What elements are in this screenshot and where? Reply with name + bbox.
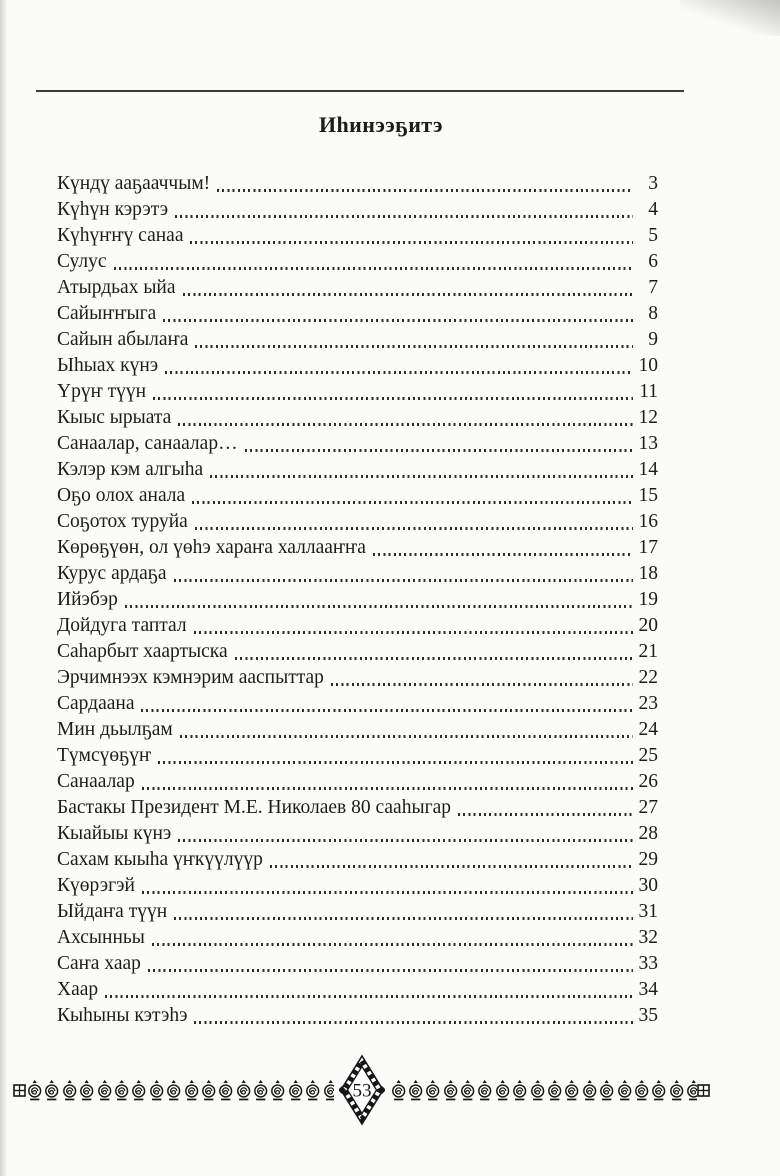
dot-leader [142, 891, 633, 894]
scroll-ornament-icon [511, 1078, 528, 1102]
page-number: 53 [352, 1080, 371, 1102]
dot-leader [210, 475, 633, 478]
dot-leader [235, 657, 633, 660]
toc-entry-label: Сахам кыыһа үҥкүүлүүр [57, 849, 263, 870]
toc-entry [57, 820, 658, 846]
toc-entry-page: 35 [638, 1005, 658, 1026]
scroll-ornament-icon [26, 1078, 43, 1102]
toc-entry-label: Ыйдаҥа түүн [57, 901, 168, 922]
scan-corner-shading [680, 0, 780, 36]
scroll-ornament-icon [494, 1078, 511, 1102]
dot-leader [105, 995, 633, 998]
toc-entry [57, 170, 658, 196]
toc-entry [57, 950, 658, 976]
toc-entry-label: Курус ардаҕа [57, 563, 167, 584]
toc-entry [57, 482, 658, 508]
toc-entry [57, 274, 658, 300]
scroll-ornament-icon [476, 1078, 493, 1102]
dot-leader [195, 527, 633, 530]
scroll-ornament-icon [183, 1078, 200, 1102]
dot-leader [183, 293, 633, 296]
toc-entry-page: 5 [648, 225, 658, 246]
toc-entry-label: Дойдуга таптал [57, 615, 187, 636]
scroll-ornament-icon [78, 1078, 95, 1102]
page-title: Иһинээҕитэ [319, 112, 443, 137]
toc-entry [57, 560, 658, 586]
scroll-ornament-icon [563, 1078, 580, 1102]
toc-entry-label: Саһарбыт хаартыска [57, 641, 228, 662]
toc-entry [57, 430, 658, 456]
scroll-ornament-icon [287, 1078, 304, 1102]
dot-leader [163, 319, 633, 322]
toc-entry-label: Соҕотох туруйа [57, 511, 188, 532]
toc-entry [57, 976, 658, 1002]
toc-entry [57, 872, 658, 898]
dot-leader [165, 371, 633, 374]
scroll-ornament-icon [390, 1078, 407, 1102]
toc-list [57, 170, 658, 1028]
dot-leader [153, 397, 633, 400]
toc-entry-page: 34 [638, 979, 658, 1000]
toc-entry-label: Сайыҥҥыга [57, 303, 157, 324]
toc-entry-page: 31 [638, 901, 658, 922]
toc-entry-label: Күһүҥҥү санаа [57, 225, 184, 246]
toc-entry-label: Сайын абылаҥа [57, 329, 189, 350]
toc-entry-label: Саҥа хаар [57, 953, 141, 974]
toc-entry [57, 846, 658, 872]
scroll-ornament-icon [217, 1078, 234, 1102]
toc-entry-page: 8 [648, 303, 658, 324]
toc-entry-page: 17 [638, 537, 658, 558]
scroll-ornament-icon [322, 1078, 334, 1102]
toc-entry [57, 898, 658, 924]
toc-entry-page: 27 [638, 797, 658, 818]
toc-entry-page: 11 [639, 381, 658, 402]
toc-entry-label: Кэлэр кэм алгыһа [57, 459, 204, 480]
scroll-ornament-icon [424, 1078, 441, 1102]
toc-entry [57, 612, 658, 638]
scroll-ornament-icon [529, 1078, 546, 1102]
dot-leader [194, 631, 633, 634]
scroll-ornament-icon [148, 1078, 165, 1102]
toc-entry-page: 30 [638, 875, 658, 896]
dot-leader [125, 605, 633, 608]
scroll-ornament-icon [581, 1078, 598, 1102]
scroll-ornament-icon [668, 1078, 685, 1102]
toc-entry [57, 404, 658, 430]
dot-leader [142, 787, 633, 790]
dot-leader [458, 813, 633, 816]
scroll-ornament-icon [235, 1078, 252, 1102]
scroll-ornament-icon [407, 1078, 424, 1102]
toc-entry-label: Санаалар [57, 771, 135, 792]
toc-entry-page: 4 [648, 199, 658, 220]
toc-entry [57, 924, 658, 950]
toc-entry-page: 3 [648, 173, 658, 194]
dot-leader [190, 241, 633, 244]
toc-entry-page: 9 [648, 329, 658, 350]
toc-entry-page: 6 [648, 251, 658, 272]
toc-entry [57, 248, 658, 274]
dot-leader [180, 735, 633, 738]
toc-entry-label: Үрүҥ түүн [57, 381, 147, 402]
toc-entry [57, 326, 658, 352]
toc-entry-label: Түмсүөҕүҥ [57, 745, 152, 766]
toc-entry-page: 14 [638, 459, 658, 480]
toc-entry-label: Мин дьылҕам [57, 719, 173, 740]
toc-entry-page: 7 [648, 277, 658, 298]
toc-entry-page: 22 [638, 667, 658, 688]
toc-entry [57, 534, 658, 560]
page-number-diamond [339, 1054, 385, 1126]
toc-entry-page: 16 [638, 511, 658, 532]
dot-leader [192, 501, 633, 504]
toc-entry-page: 26 [638, 771, 658, 792]
top-rule-divider [36, 90, 684, 92]
toc-entry-label: Хаар [57, 979, 99, 1000]
dot-leader [245, 449, 633, 452]
footer-ornament-band [13, 1054, 710, 1126]
dot-leader [174, 917, 633, 920]
scroll-ornament-icon [200, 1078, 217, 1102]
scroll-ornament-icon [685, 1078, 697, 1102]
dot-leader [217, 189, 633, 192]
toc-entry-label: Эрчимнээх кэмнэрим ааспыттар [57, 667, 324, 688]
scroll-ornament-icon [165, 1078, 182, 1102]
scroll-ornament-icon [43, 1078, 60, 1102]
scroll-ornament-icon [113, 1078, 130, 1102]
scroll-ornament-icon [269, 1078, 286, 1102]
toc-entry-label: Сардаана [57, 693, 135, 714]
toc-entry-label: Көрөҕүөн, ол үөһэ хараҥа халлааҥҥа [57, 537, 366, 558]
toc-entry [57, 664, 658, 690]
toc-entry-label: Оҕо олох анала [57, 485, 186, 506]
toc-entry [57, 508, 658, 534]
toc-entry-page: 23 [638, 693, 658, 714]
ornament-strip-right [390, 1077, 698, 1103]
toc-entry [57, 300, 658, 326]
toc-entry [57, 638, 658, 664]
dot-leader [178, 839, 633, 842]
toc-entry [57, 222, 658, 248]
toc-entry [57, 716, 658, 742]
toc-entry-page: 29 [638, 849, 658, 870]
dot-leader [174, 579, 634, 582]
toc-entry-label: Ийэбэр [57, 589, 118, 610]
toc-entry-label: Ыһыах күнэ [57, 355, 159, 376]
toc-entry-label: Күөрэгэй [57, 875, 135, 896]
scroll-ornament-icon [252, 1078, 269, 1102]
dot-leader [141, 709, 633, 712]
ornament-strip-left [26, 1077, 334, 1103]
scroll-ornament-icon [598, 1078, 615, 1102]
toc-entry [57, 456, 658, 482]
toc-entry-label: Кыыс ырыата [57, 407, 172, 428]
dot-leader [194, 1021, 633, 1024]
dot-leader [148, 969, 633, 972]
toc-entry-page: 10 [638, 355, 658, 376]
toc-entry-page: 32 [638, 927, 658, 948]
toc-entry-page: 33 [638, 953, 658, 974]
toc-entry-page: 20 [638, 615, 658, 636]
toc-entry [57, 768, 658, 794]
toc-entry-label: Бастакы Президент М.Е. Николаев 80 сааһыгар [57, 797, 451, 818]
toc-entry-page: 19 [638, 589, 658, 610]
toc-entry-label: Атырдьах ыйа [57, 277, 176, 298]
toc-entry-page: 18 [638, 563, 658, 584]
scroll-ornament-icon [130, 1078, 147, 1102]
toc-entry-label: Күһүн кэрэтэ [57, 199, 169, 220]
toc-entry-label: Сулус [57, 251, 107, 272]
grid-square-icon [697, 1084, 710, 1097]
toc-entry [57, 352, 658, 378]
dot-leader [152, 943, 633, 946]
dot-leader [270, 865, 633, 868]
scroll-ornament-icon [61, 1078, 78, 1102]
toc-entry-label: Санаалар, санаалар… [57, 433, 238, 454]
grid-square-icon [13, 1084, 26, 1097]
scroll-ornament-icon [459, 1078, 476, 1102]
toc-entry-label: Кыһыны кэтэһэ [57, 1005, 188, 1026]
toc-entry-page: 25 [638, 745, 658, 766]
toc-entry [57, 794, 658, 820]
dot-leader [195, 345, 633, 348]
toc-entry [57, 1002, 658, 1028]
toc-entry-label: Кыайыы күнэ [57, 823, 172, 844]
scroll-ornament-icon [546, 1078, 563, 1102]
dot-leader [331, 683, 633, 686]
dot-leader [175, 215, 633, 218]
toc-entry-page: 15 [638, 485, 658, 506]
toc-entry-label: Күндү ааҕааччым! [57, 173, 211, 194]
toc-entry-page: 12 [638, 407, 658, 428]
dot-leader [114, 267, 633, 270]
toc-entry [57, 586, 658, 612]
toc-entry-page: 24 [638, 719, 658, 740]
toc-entry-page: 21 [638, 641, 658, 662]
scroll-ornament-icon [650, 1078, 667, 1102]
toc-entry-page: 28 [638, 823, 658, 844]
toc-entry [57, 196, 658, 222]
scroll-ornament-icon [633, 1078, 650, 1102]
dot-leader [158, 761, 633, 764]
scroll-ornament-icon [442, 1078, 459, 1102]
scroll-ornament-icon [96, 1078, 113, 1102]
toc-entry-page: 13 [638, 433, 658, 454]
scroll-ornament-icon [304, 1078, 321, 1102]
toc-entry [57, 378, 658, 404]
scroll-ornament-icon [616, 1078, 633, 1102]
toc-entry-label: Ахсынньы [57, 927, 145, 948]
dot-leader [178, 423, 633, 426]
toc-entry [57, 742, 658, 768]
toc-entry [57, 690, 658, 716]
scan-edge-shading [0, 0, 9, 1176]
dot-leader [373, 553, 633, 556]
